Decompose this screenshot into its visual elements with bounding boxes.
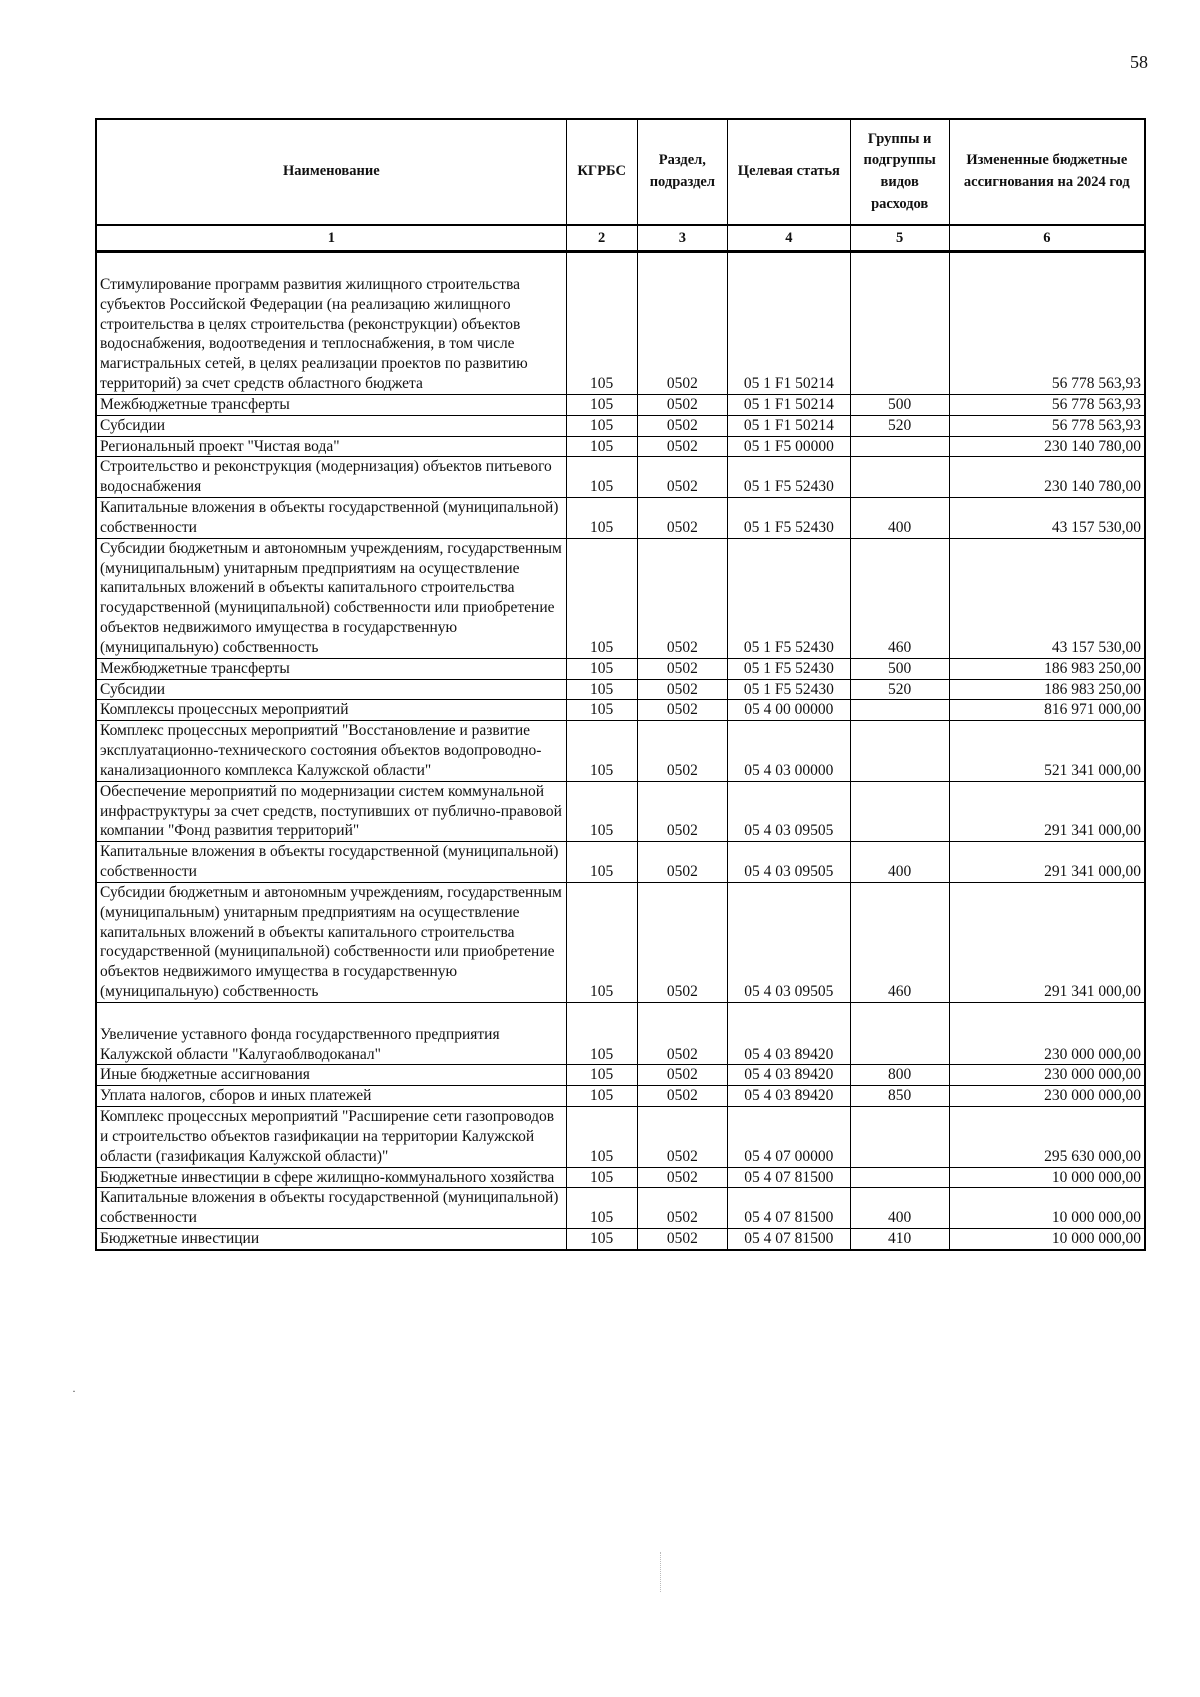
- row-section: 0502: [637, 658, 727, 679]
- row-name: Стимулирование программ развития жилищного строительства субъектов Российской Федерации (на реализацию жилищного строительства в целях строительства (реконструкции) объектов водоснабжения, водоотведения и теплоснабжения, в том числе магистральных сетей, в целях реализации проектов по развитию территорий) за счет средств областного бюджета: [96, 252, 566, 395]
- row-group: [850, 721, 949, 781]
- row-group: 850: [850, 1086, 949, 1107]
- row-section: 0502: [637, 700, 727, 721]
- row-amount: 291 341 000,00: [949, 842, 1145, 883]
- table-row: [96, 252, 1145, 395]
- row-kgrbs: 105: [566, 1167, 637, 1188]
- row-section: 0502: [637, 1065, 727, 1086]
- row-section: 0502: [637, 1086, 727, 1107]
- row-amount: 10 000 000,00: [949, 1229, 1145, 1250]
- row-name: Межбюджетные трансферты: [96, 394, 566, 415]
- row-name: Субсидии бюджетным и автономным учреждениям, государственным (муниципальным) унитарным предприятиям на осуществление капитальных вложений в объекты капитального строительства государственной (муниципальной) собственности или приобретение объектов недвижимого имущества в государственную (муниципальную) собственность: [96, 538, 566, 658]
- budget-table: [95, 118, 1146, 1251]
- row-kgrbs: 105: [566, 658, 637, 679]
- row-amount: 43 157 530,00: [949, 538, 1145, 658]
- row-amount: 295 630 000,00: [949, 1107, 1145, 1167]
- table-row: [96, 498, 1145, 539]
- table-row: [96, 436, 1145, 457]
- table-row: [96, 882, 1145, 1002]
- row-section: 0502: [637, 498, 727, 539]
- row-section: 0502: [637, 436, 727, 457]
- table-row: [96, 679, 1145, 700]
- header-name: Наименование: [96, 119, 566, 225]
- page-number: 58: [1130, 52, 1148, 72]
- row-section: 0502: [637, 1107, 727, 1167]
- row-kgrbs: 105: [566, 394, 637, 415]
- row-name: Региональный проект "Чистая вода": [96, 436, 566, 457]
- row-group: 460: [850, 882, 949, 1002]
- row-section: 0502: [637, 394, 727, 415]
- row-kgrbs: 105: [566, 1086, 637, 1107]
- row-article: 05 1 F5 52430: [728, 679, 851, 700]
- row-kgrbs: 105: [566, 457, 637, 498]
- header-section: Раздел, подраздел: [637, 119, 727, 225]
- row-name: Бюджетные инвестиции: [96, 1229, 566, 1250]
- table-row: [96, 700, 1145, 721]
- row-article: 05 4 07 00000: [728, 1107, 851, 1167]
- column-number-row: [96, 225, 1145, 252]
- row-kgrbs: 105: [566, 1002, 637, 1065]
- column-number: 2: [566, 225, 637, 252]
- row-section: 0502: [637, 882, 727, 1002]
- row-name: Субсидии: [96, 679, 566, 700]
- row-kgrbs: 105: [566, 700, 637, 721]
- row-amount: 43 157 530,00: [949, 498, 1145, 539]
- row-group: 400: [850, 498, 949, 539]
- row-section: 0502: [637, 538, 727, 658]
- row-amount: 10 000 000,00: [949, 1167, 1145, 1188]
- row-name: Комплексы процессных мероприятий: [96, 700, 566, 721]
- row-group: [850, 1002, 949, 1065]
- row-article: 05 1 F5 00000: [728, 436, 851, 457]
- row-kgrbs: 105: [566, 538, 637, 658]
- row-amount: 230 140 780,00: [949, 436, 1145, 457]
- row-amount: 186 983 250,00: [949, 679, 1145, 700]
- row-amount: 291 341 000,00: [949, 882, 1145, 1002]
- row-amount: 186 983 250,00: [949, 658, 1145, 679]
- row-section: 0502: [637, 1002, 727, 1065]
- row-group: 460: [850, 538, 949, 658]
- table-row: [96, 1065, 1145, 1086]
- table-row: [96, 1002, 1145, 1065]
- table-row: [96, 658, 1145, 679]
- row-name: Межбюджетные трансферты: [96, 658, 566, 679]
- row-article: 05 4 07 81500: [728, 1167, 851, 1188]
- row-name: Обеспечение мероприятий по модернизации систем коммунальной инфраструктуры за счет средств, поступивших от публично-правовой компании "Фонд развития территорий": [96, 781, 566, 841]
- column-number: 5: [850, 225, 949, 252]
- row-name: Строительство и реконструкция (модернизация) объектов питьевого водоснабжения: [96, 457, 566, 498]
- scan-fold-line: [660, 1552, 662, 1592]
- row-article: 05 1 F5 52430: [728, 457, 851, 498]
- row-name: Иные бюджетные ассигнования: [96, 1065, 566, 1086]
- row-name: Уплата налогов, сборов и иных платежей: [96, 1086, 566, 1107]
- table-row: [96, 1167, 1145, 1188]
- row-article: 05 1 F1 50214: [728, 252, 851, 395]
- row-group: 520: [850, 679, 949, 700]
- row-section: 0502: [637, 679, 727, 700]
- row-section: 0502: [637, 1188, 727, 1229]
- table-row: [96, 415, 1145, 436]
- row-section: 0502: [637, 1229, 727, 1250]
- row-section: 0502: [637, 415, 727, 436]
- row-name: Капитальные вложения в объекты государственной (муниципальной) собственности: [96, 842, 566, 883]
- row-amount: 230 000 000,00: [949, 1086, 1145, 1107]
- row-group: [850, 436, 949, 457]
- row-amount: 816 971 000,00: [949, 700, 1145, 721]
- row-group: 520: [850, 415, 949, 436]
- row-article: 05 1 F5 52430: [728, 538, 851, 658]
- row-kgrbs: 105: [566, 1229, 637, 1250]
- table-row: [96, 781, 1145, 841]
- table-row: [96, 1107, 1145, 1167]
- scan-speck: ·: [72, 1384, 76, 1398]
- row-article: 05 4 03 09505: [728, 842, 851, 883]
- table-row: [96, 538, 1145, 658]
- row-amount: 56 778 563,93: [949, 252, 1145, 395]
- row-section: 0502: [637, 252, 727, 395]
- row-kgrbs: 105: [566, 252, 637, 395]
- row-name: Субсидии бюджетным и автономным учреждениям, государственным (муниципальным) унитарным предприятиям на осуществление капитальных вложений в объекты капитального строительства государственной (муниципальной) собственности или приобретение объектов недвижимого имущества в государственную (муниципальную) собственность: [96, 882, 566, 1002]
- row-kgrbs: 105: [566, 498, 637, 539]
- row-section: 0502: [637, 781, 727, 841]
- row-name: Комплекс процессных мероприятий "Восстановление и развитие эксплуатационно-технического состояния объектов водопроводно-канализационного комплекса Калужской области": [96, 721, 566, 781]
- row-name: Комплекс процессных мероприятий "Расширение сети газопроводов и строительство объектов газификации на территории Калужской области (газификация Калужской области)": [96, 1107, 566, 1167]
- row-amount: 230 000 000,00: [949, 1002, 1145, 1065]
- row-name: Увеличение уставного фонда государственного предприятия Калужской области "Калугаоблводоканал": [96, 1002, 566, 1065]
- row-kgrbs: 105: [566, 721, 637, 781]
- table-row: [96, 457, 1145, 498]
- row-group: [850, 252, 949, 395]
- row-group: [850, 700, 949, 721]
- row-kgrbs: 105: [566, 1107, 637, 1167]
- row-article: 05 4 03 89420: [728, 1086, 851, 1107]
- row-group: 400: [850, 1188, 949, 1229]
- header-amount: Измененные бюджетные ассигнования на 2024 год: [949, 119, 1145, 225]
- row-group: [850, 1167, 949, 1188]
- row-article: 05 1 F1 50214: [728, 415, 851, 436]
- row-article: 05 4 07 81500: [728, 1229, 851, 1250]
- column-number: 1: [96, 225, 566, 252]
- row-group: [850, 457, 949, 498]
- row-name: Субсидии: [96, 415, 566, 436]
- row-section: 0502: [637, 1167, 727, 1188]
- row-kgrbs: 105: [566, 436, 637, 457]
- row-section: 0502: [637, 721, 727, 781]
- row-kgrbs: 105: [566, 1065, 637, 1086]
- header-group: Группы и подгруппы видов расходов: [850, 119, 949, 225]
- row-group: 500: [850, 394, 949, 415]
- row-group: 400: [850, 842, 949, 883]
- row-article: 05 1 F5 52430: [728, 498, 851, 539]
- row-amount: 291 341 000,00: [949, 781, 1145, 841]
- row-article: 05 4 03 89420: [728, 1065, 851, 1086]
- row-group: 500: [850, 658, 949, 679]
- row-kgrbs: 105: [566, 679, 637, 700]
- table-row: [96, 1086, 1145, 1107]
- row-article: 05 4 03 09505: [728, 781, 851, 841]
- row-section: 0502: [637, 457, 727, 498]
- row-group: 410: [850, 1229, 949, 1250]
- row-article: 05 1 F1 50214: [728, 394, 851, 415]
- table-row: [96, 842, 1145, 883]
- row-kgrbs: 105: [566, 1188, 637, 1229]
- table-row: [96, 721, 1145, 781]
- row-article: 05 4 07 81500: [728, 1188, 851, 1229]
- row-amount: 230 140 780,00: [949, 457, 1145, 498]
- row-name: Капитальные вложения в объекты государственной (муниципальной) собственности: [96, 1188, 566, 1229]
- row-kgrbs: 105: [566, 882, 637, 1002]
- row-amount: 10 000 000,00: [949, 1188, 1145, 1229]
- row-group: [850, 1107, 949, 1167]
- column-number: 4: [728, 225, 851, 252]
- row-article: 05 4 03 89420: [728, 1002, 851, 1065]
- row-article: 05 4 03 00000: [728, 721, 851, 781]
- row-name: Капитальные вложения в объекты государственной (муниципальной) собственности: [96, 498, 566, 539]
- table-row: [96, 394, 1145, 415]
- table-header-row: [96, 119, 1145, 225]
- column-number: 3: [637, 225, 727, 252]
- row-amount: 56 778 563,93: [949, 415, 1145, 436]
- row-section: 0502: [637, 842, 727, 883]
- row-amount: 230 000 000,00: [949, 1065, 1145, 1086]
- row-amount: 56 778 563,93: [949, 394, 1145, 415]
- table-row: [96, 1229, 1145, 1250]
- row-name: Бюджетные инвестиции в сфере жилищно-коммунального хозяйства: [96, 1167, 566, 1188]
- row-kgrbs: 105: [566, 781, 637, 841]
- header-article: Целевая статья: [728, 119, 851, 225]
- row-article: 05 4 03 09505: [728, 882, 851, 1002]
- row-kgrbs: 105: [566, 842, 637, 883]
- row-group: [850, 781, 949, 841]
- table-row: [96, 1188, 1145, 1229]
- header-kgrbs: КГРБС: [566, 119, 637, 225]
- row-amount: 521 341 000,00: [949, 721, 1145, 781]
- row-kgrbs: 105: [566, 415, 637, 436]
- row-group: 800: [850, 1065, 949, 1086]
- row-article: 05 4 00 00000: [728, 700, 851, 721]
- column-number: 6: [949, 225, 1145, 252]
- row-article: 05 1 F5 52430: [728, 658, 851, 679]
